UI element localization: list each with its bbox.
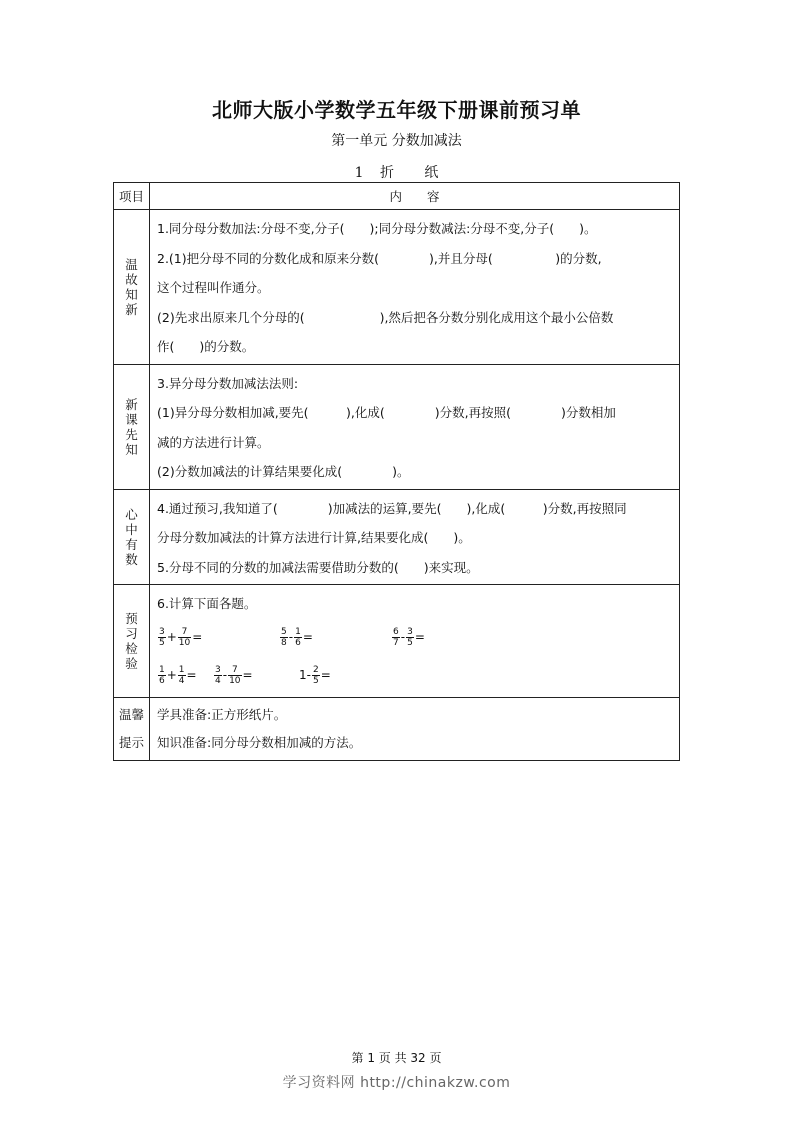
section-label: 新课先知 <box>125 396 138 457</box>
section-new-lesson <box>114 364 680 489</box>
page-title: 北师大版小学数学五年级下册课前预习单 <box>212 98 581 122</box>
section-practice <box>114 585 680 698</box>
tips-label-1: 温馨 <box>118 706 144 722</box>
problem-6: 1- $\frac{2}{5}$ = <box>299 665 331 686</box>
lesson-char-2: 纸 <box>424 165 439 181</box>
lesson-heading <box>0 162 793 182</box>
section-label: 预习检验 <box>125 610 138 671</box>
section-self-check <box>114 489 680 585</box>
text-line: 分母分数加减法的计算方法进行计算,结果要化成( )。 <box>157 530 471 545</box>
section-label: 温故知新 <box>125 256 138 317</box>
text-line: 4.通过预习,我知道了( )加减法的运算,要先( ),化成( )分数,再按照同 <box>157 500 627 516</box>
table-header-row <box>114 183 680 210</box>
section-label: 心中有数 <box>125 506 138 567</box>
problem-3: $\frac{6}{7}$ - $\frac{3}{5}$ = <box>393 627 425 648</box>
watermark: 学习资料网 http://chinakzw.com <box>282 1075 511 1091</box>
problem-4: $\frac{1}{6}$ + $\frac{1}{4}$ = <box>159 665 197 686</box>
preview-table <box>113 182 680 761</box>
problem-row-2 <box>157 657 673 695</box>
text-line: 6.计算下面各题。 <box>157 596 257 611</box>
tips-label-2: 提示 <box>118 734 144 750</box>
tips-line: 知识准备:同分母分数相加减的方法。 <box>157 734 362 750</box>
section-tips <box>114 697 680 760</box>
text-line: (1)异分母分数相加减,要先( ),化成( )分数,再按照( )分数相加 <box>157 405 616 420</box>
problem-2: $\frac{5}{8}$ - $\frac{1}{6}$ = <box>281 627 313 648</box>
text-line: 这个过程叫作通分。 <box>157 280 270 295</box>
lesson-number: 1 <box>354 165 364 181</box>
header-item: 项目 <box>114 183 150 210</box>
unit-subtitle: 第一单元 分数加减法 <box>331 133 462 149</box>
text-line: (2)分数加减法的计算结果要化成( )。 <box>157 464 410 479</box>
text-line: 减的方法进行计算。 <box>157 434 270 450</box>
text-line: 5.分母不同的分数的加减法需要借助分数的( )来实现。 <box>157 559 479 575</box>
text-line: 2.(1)把分母不同的分数化成和原来分数( ),并且分母( )的分数, <box>157 250 602 266</box>
section-review <box>114 210 680 365</box>
text-line: (2)先求出原来几个分母的( ),然后把各分数分别化成用这个最小公倍数 <box>157 309 614 325</box>
header-content: 内 容 <box>150 183 680 210</box>
problem-row-1 <box>157 619 673 657</box>
text-line: 1.同分母分数加法:分母不变,分子( );同分母分数减法:分母不变,分子( )。 <box>157 221 597 236</box>
problem-1: $\frac{3}{5}$ + $\frac{7}{10}$ = <box>159 627 203 648</box>
lesson-char-1: 折 <box>379 165 394 181</box>
problem-5: $\frac{3}{4}$ - $\frac{7}{10}$ = <box>215 665 253 686</box>
page-footer: 第 1 页 共 32 页 <box>351 1051 442 1065</box>
text-line: 作( )的分数。 <box>157 339 255 354</box>
text-line: 3.异分母分数加减法法则: <box>157 375 299 391</box>
tips-line: 学具准备:正方形纸片。 <box>157 706 287 722</box>
